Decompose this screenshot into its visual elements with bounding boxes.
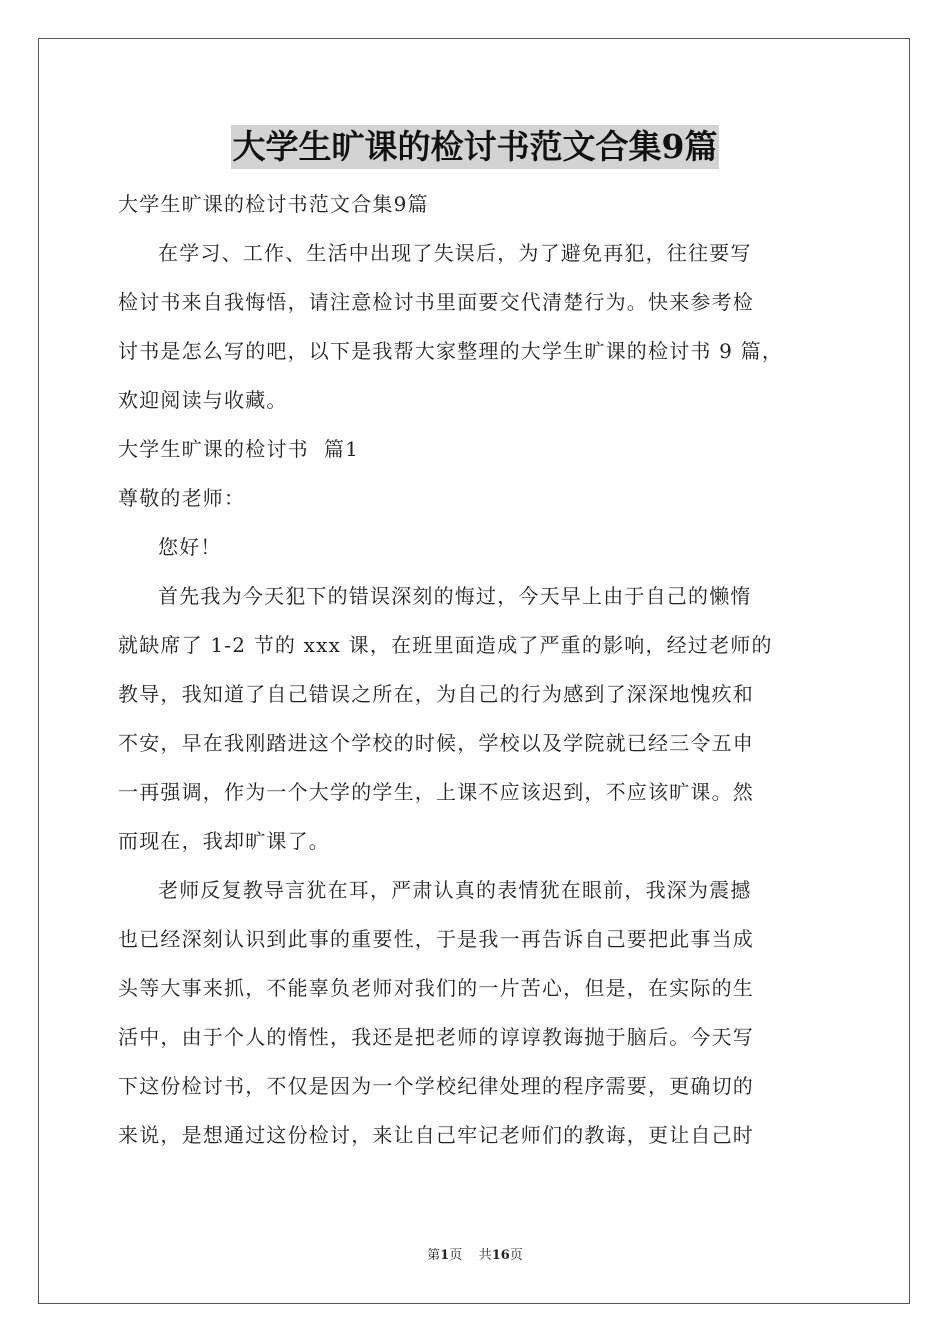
footer-prefix: 第 [427, 1248, 441, 1263]
document-title: 大学生旷课的检讨书范文合集9篇 [231, 125, 720, 169]
text-line: 而现在，我却旷课了。 [118, 829, 330, 853]
text-line: 在学习、工作、生活中出现了失误后，为了避免再犯，往往要写 [158, 241, 752, 265]
text-line: 首先我为今天犯下的错误深刻的悔过，今天早上由于自己的懒惰 [158, 584, 752, 608]
text-line: 讨书是怎么写的吧，以下是我帮大家整理的大学生旷课的检讨书 9 篇， [118, 339, 784, 363]
text-line: 也已经深刻认识到此事的重要性，于是我一再告诉自己要把此事当成 [118, 927, 754, 951]
body-paragraph-1 [118, 572, 834, 866]
subtitle: 大学生旷课的检讨书范文合集9篇 [118, 192, 429, 216]
current-page-number: 1 [440, 1248, 450, 1263]
text-line: 头等大事来抓，不能辜负老师对我们的一片苦心，但是，在实际的生 [118, 976, 754, 1000]
document-body [118, 180, 834, 1160]
text-line: 欢迎阅读与收藏。 [118, 388, 288, 412]
text-line: 活中，由于个人的惰性，我还是把老师的谆谆教诲抛于脑后。今天写 [118, 1025, 754, 1049]
greeting: 您好！ [158, 535, 222, 559]
text-line: 就缺席了 1-2 节的 xxx 课，在班里面造成了严重的影响，经过老师的 [118, 633, 773, 657]
text-line: 不安，早在我刚踏进这个学校的时候，学校以及学院就已经三令五申 [118, 731, 754, 755]
footer-suffix: 页 [509, 1248, 523, 1263]
page-footer [0, 1244, 950, 1263]
intro-paragraph [118, 229, 834, 425]
text-line: 检讨书来自我悔悟，请注意检讨书里面要交代清楚行为。快来参考检 [118, 290, 754, 314]
section-heading: 大学生旷课的检讨书 篇1 [118, 437, 360, 461]
text-line: 下这份检讨书，不仅是因为一个学校纪律处理的程序需要，更确切的 [118, 1074, 754, 1098]
salutation: 尊敬的老师： [118, 486, 246, 510]
body-paragraph-2 [118, 866, 834, 1160]
footer-mid: 页 共 [449, 1248, 492, 1263]
title-container [0, 125, 950, 169]
text-line: 老师反复教导言犹在耳，严肃认真的表情犹在眼前，我深为震撼 [158, 878, 752, 902]
text-line: 一再强调，作为一个大学的学生，上课不应该迟到，不应该旷课。然 [118, 780, 754, 804]
total-page-count: 16 [491, 1248, 510, 1263]
text-line: 来说，是想通过这份检讨，来让自己牢记老师们的教诲，更让自己时 [118, 1123, 754, 1147]
text-line: 教导，我知道了自己错误之所在，为自己的行为感到了深深地愧疚和 [118, 682, 754, 706]
